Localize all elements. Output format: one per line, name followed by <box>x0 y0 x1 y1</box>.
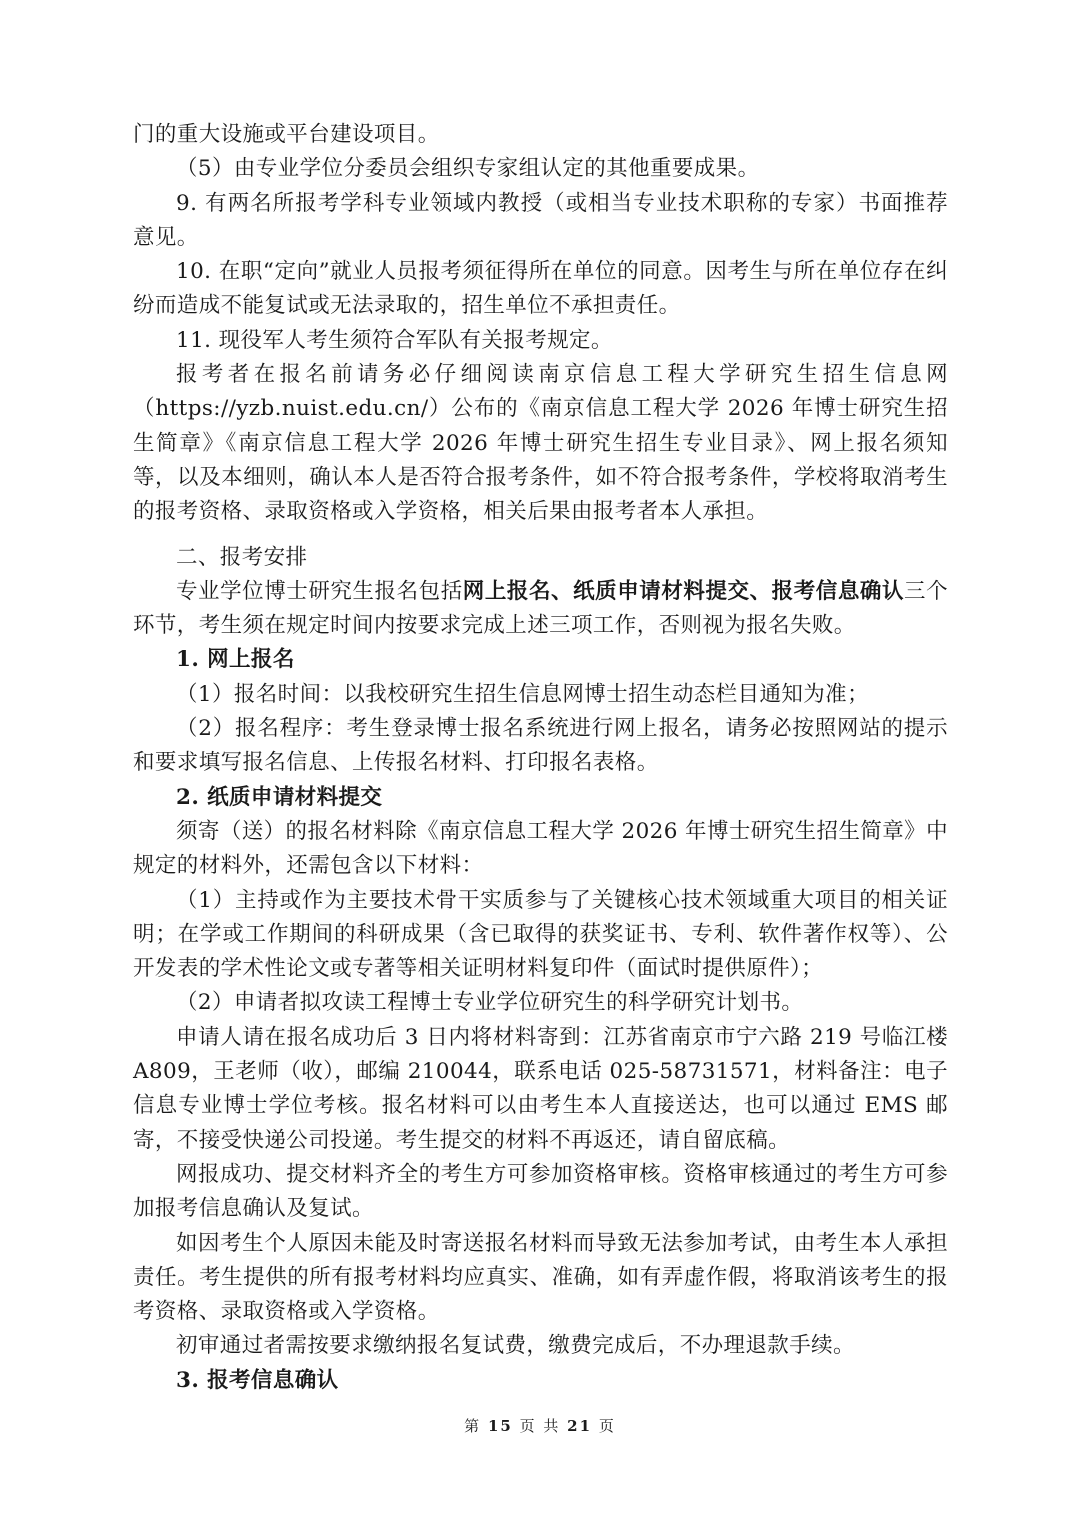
paragraph-continued: 门的重大设施或平台建设项目。 <box>133 122 440 147</box>
paragraph-item-11: 11. 现役军人考生须符合军队有关报考规定。 <box>176 327 613 353</box>
footer-page-number: 15 <box>487 1417 513 1435</box>
paragraph-item-10: 10. 在职“定向”就业人员报考须征得所在单位的同意。因考生与所在单位存在纠纷而造成不能复试或无法录取的，招生单位不承担责任。 <box>133 259 948 319</box>
document-body <box>133 118 948 1398</box>
subsection-2-title: 2. 纸质申请材料提交 <box>176 784 383 810</box>
section-gap <box>133 530 948 541</box>
footer-suffix: 页 <box>598 1417 616 1435</box>
section-2-intro <box>133 575 948 644</box>
subsection-1-item-1: （1）报名时间：以我校研究生招生信息网博士招生动态栏目通知为准； <box>176 681 869 707</box>
footer-prefix: 第 <box>464 1417 482 1435</box>
intro-text-bold: 网上报名、纸质申请材料提交、报考信息确认 <box>462 578 905 604</box>
subsection-3-title: 3. 报考信息确认 <box>176 1367 339 1393</box>
section-2-title: 二、报考安排 <box>176 544 308 570</box>
subsection-1-item-2: （2）报名程序：考生登录博士报名系统进行网上报名，请务必按照网站的提示和要求填写报名信息、上传报名材料、打印报名表格。 <box>133 716 948 776</box>
footer-total-pages: 21 <box>567 1417 593 1435</box>
subsection-2-para-5: 网报成功、提交材料齐全的考生方可参加资格审核。资格审核通过的考生方可参加报考信息确认及复试。 <box>133 1161 948 1222</box>
intro-text-before: 专业学位博士研究生报名包括 <box>176 578 463 604</box>
subsection-2-para-1: 须寄（送）的报名材料除《南京信息工程大学 2026 年博士研究生招生简章》中规定的材料外，还需包含以下材料： <box>133 818 948 879</box>
subsection-2-para-3: （2）申请者拟攻读工程博士专业学位研究生的科学研究计划书。 <box>176 990 804 1016</box>
subsection-1-title: 1. 网上报名 <box>176 647 295 673</box>
subsection-2-para-4: 申请人请在报名成功后 3 日内将材料寄到：江苏省南京市宁六路 219 号临江楼A809，王老师（收），邮编 210044，联系电话 025-58731571，材料备注：电子信息专业博士学位考核。报名材料可以由考生本人直接送达，也可以通过 EMS 邮寄，不接受快递公司投递。考生提交的材料不再返还，请自留底稿。 <box>133 1024 948 1153</box>
intro-text-after: 三个环节，考生须在规定时间内按要求完成上述三项工作，否则视为报名失败。 <box>133 578 948 639</box>
paragraph-item-5: （5）由专业学位分委员会组织专家组认定的其他重要成果。 <box>176 156 760 182</box>
paragraph-notice: 报考者在报名前请务必仔细阅读南京信息工程大学研究生招生信息网（https://yzb.nuist.edu.cn/）公布的《南京信息工程大学 2026 年博士研究生招生简章》《南京信息工程大学 2026 年博士研究生招生专业目录》、网上报名须知等，以及本细则，确认本人是否符合报考条件，如不符合报考条件，学校将取消考生的报考资格、录取资格或入学资格，相关后果由报考者本人承担。 <box>133 362 948 525</box>
subsection-2-para-7: 初审通过者需按要求缴纳报名复试费，缴费完成后，不办理退款手续。 <box>176 1333 855 1359</box>
footer-middle: 页 共 <box>519 1417 561 1435</box>
subsection-2-para-2: （1）主持或作为主要技术骨干实质参与了关键核心技术领域重大项目的相关证明；在学或工作期间的科研成果（含已取得的获奖证书、专利、软件著作权等）、公开发表的学术性论文或专著等相关证明材料复印件（面试时提供原件）； <box>133 887 948 982</box>
paragraph-item-9: 9. 有两名所报考学科专业领域内教授（或相当专业技术职称的专家）书面推荐意见。 <box>133 190 948 250</box>
page-footer <box>0 1415 1080 1436</box>
subsection-2-para-6: 如因考生个人原因未能及时寄送报名材料而导致无法参加考试，由考生本人承担责任。考生提供的所有报考材料均应真实、准确，如有弄虚作假，将取消该考生的报考资格、录取资格或入学资格。 <box>133 1230 948 1325</box>
